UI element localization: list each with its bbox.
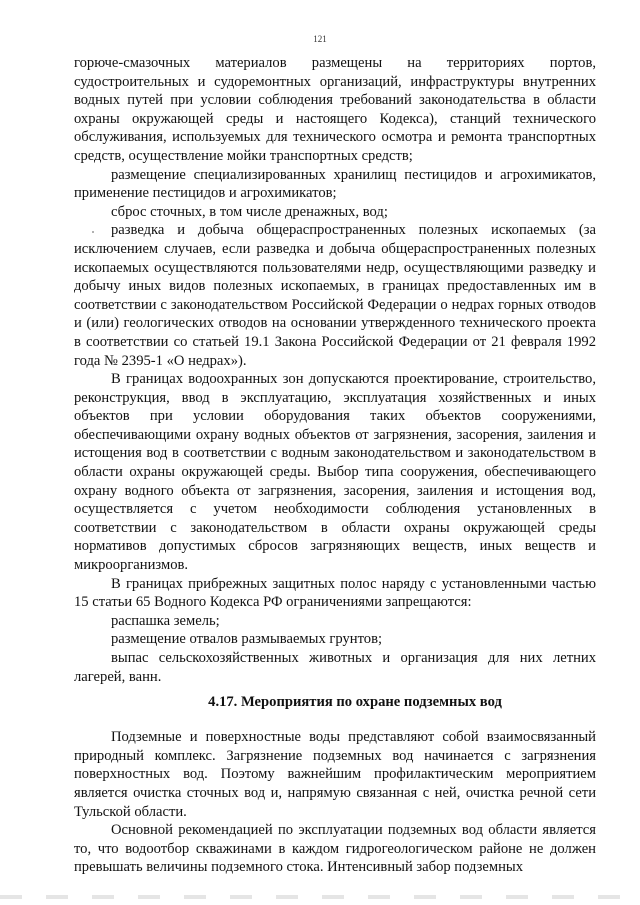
document-body [74,54,596,877]
paragraph: выпас сельскохозяйственных животных и организация для них летних лагерей, ванн. [74,650,596,685]
scan-artifact [0,895,640,899]
paragraph: В границах водоохранных зон допускаются проектирование, строительство, реконструкция, ввод в эксплуатацию, эксплуатация хозяйственных и иных объектов при условии оборудования таких объектов сооружениями, обеспечивающими охрану водных объектов от загрязнения, засорения, заиления и истощения вод в соответствии с водным законодательством и законодательством в области охраны окружающей среды. Выбор типа сооружения, обеспечивающего охрану водного объекта от загрязнения, засорения, заиления и истощения вод, осуществляется с учетом необходимости соблюдения установленных в соответствии с законодательством в области охраны окружающей среды нормативов допустимых сбросов загрязняющих веществ, иных веществ и микроорганизмов. [74,371,596,574]
section-heading: 4.17. Мероприятия по охране подземных вод [208,694,502,711]
scan-speck [92,231,94,233]
paragraph: распашка земель; [111,612,220,629]
paragraph: Подземные и поверхностные воды представляют собой взаимосвязанный природный комплекс. Загрязнение подземных вод начинается с загрязнения поверхностных вод. Поэтому важнейшим профилактическим мероприятием является очистка сточных вод и, напрямую связанная с ней, очистка речной сети Тульской области. [74,729,596,820]
paragraph: размещение специализированных хранилищ пестицидов и агрохимикатов, применение пестицидов и агрохимикатов; [74,166,596,202]
paragraph: сброс сточных, в том числе дренажных, вод; [111,203,388,220]
paragraph: В границах прибрежных защитных полос наряду с установленными частью 15 статьи 65 Водного Кодекса РФ ограничениями запрещаются: [74,575,596,611]
paragraph: размещение отвалов размываемых грунтов; [111,631,383,648]
paragraph: Основной рекомендацией по эксплуатации подземных вод области является то, что водоотбор скважинами в каждом гидрогеологическом районе не должен превышать величины подземного стока. Интенсивный забор подземных [74,822,596,876]
paragraph: горюче-смазочных материалов размещены на территориях портов, судостроительных и судоремонтных организаций, инфраструктуры внутренних водных путей при условии соблюдения требований законодательства в области охраны окружающей среды и настоящего Кодекса), станций технического обслуживания, используемых для технического осмотра и ремонта транспортных средств, осуществление мойки транспортных средств; [74,55,596,164]
page-number: 121 [313,34,327,44]
paragraph: разведка и добыча общераспространенных полезных ископаемых (за исключением случаев, если разведка и добыча общераспространенных полезных ископаемых осуществляются пользователями недр, осуществляющими разведку и добычу иных видов полезных ископаемых, в границах предоставленных им в соответствии с законодательством Российской Федерации о недрах горных отводов и (или) геологических отводов на основании утвержденного технического проекта в соответствии со статьей 19.1 Закона Российской Федерации от 21 февраля 1992 года № 2395-1 «О недрах»). [74,222,596,369]
